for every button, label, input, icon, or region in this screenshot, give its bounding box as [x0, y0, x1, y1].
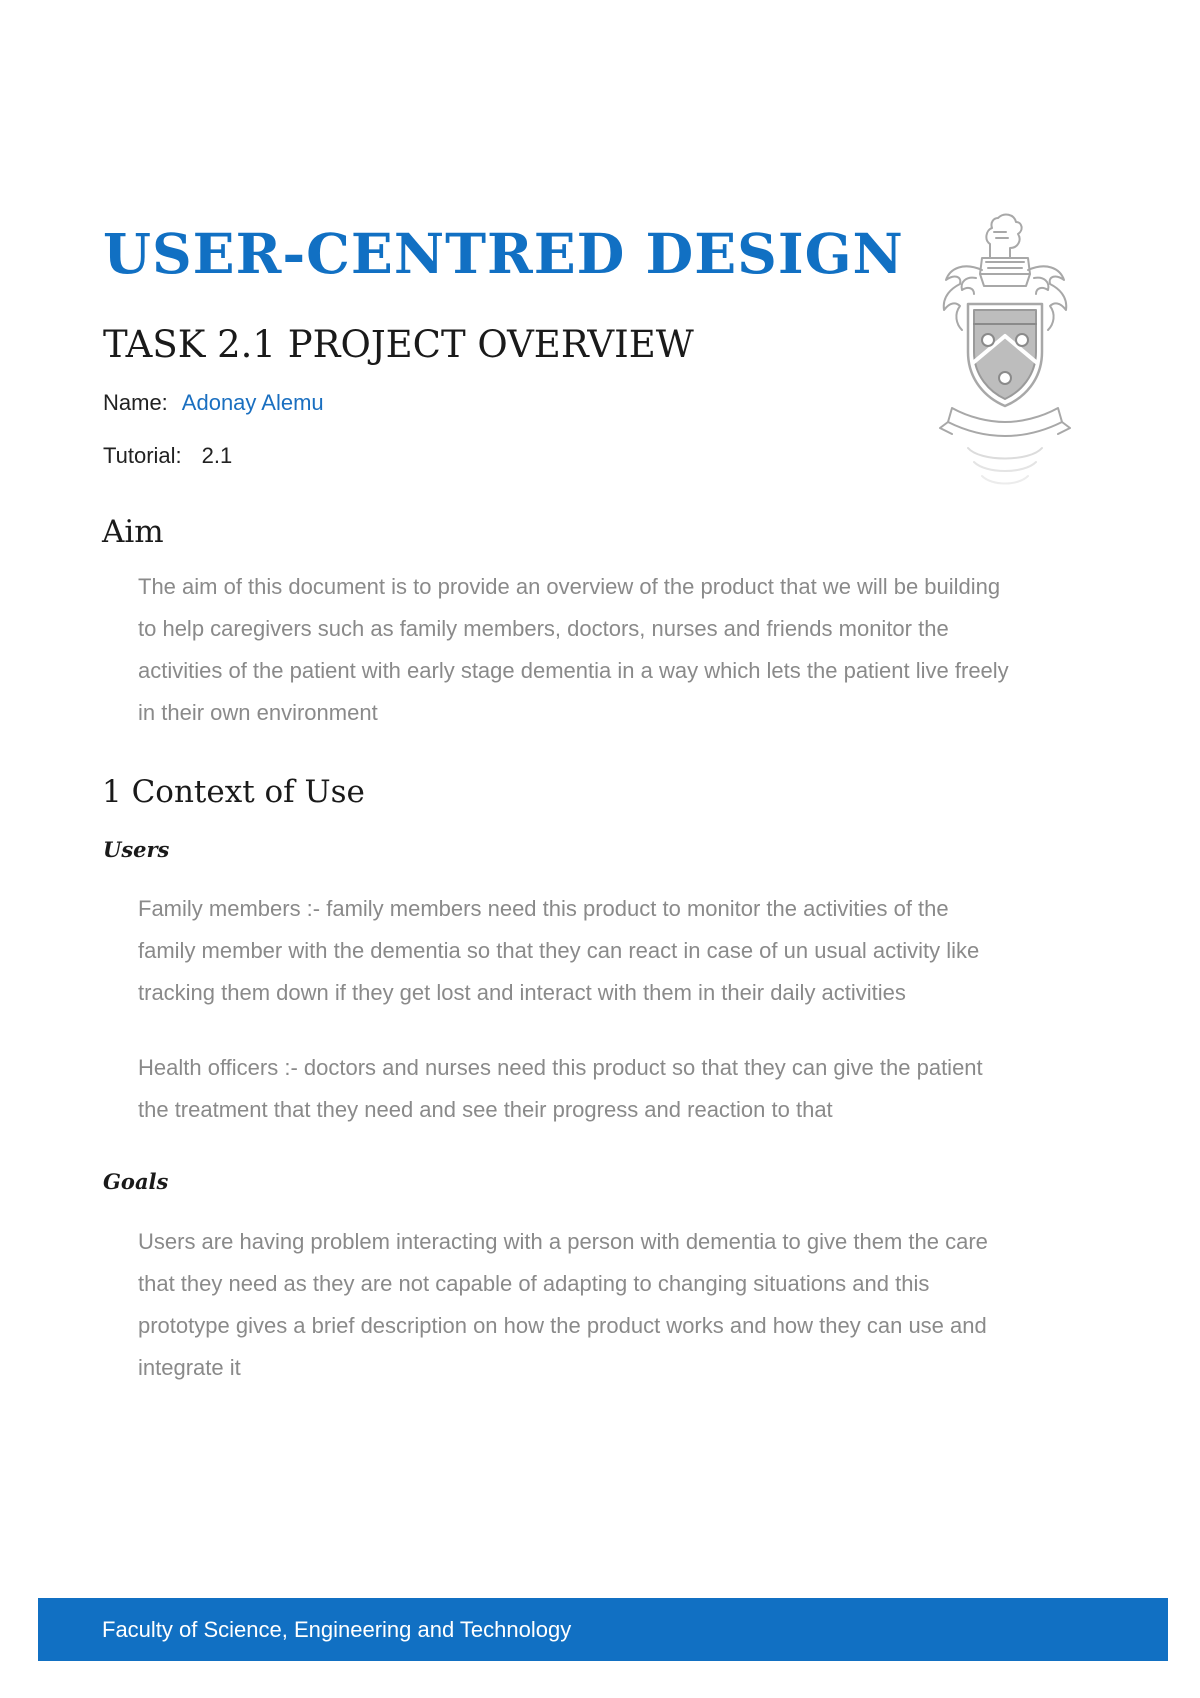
aim-heading: Aim — [102, 514, 164, 550]
footer-bar — [38, 1598, 1168, 1661]
context-of-use-heading: 1 Context of Use — [102, 774, 365, 810]
family-line: family member with the dementia so that they can react in case of un usual activity like — [138, 938, 980, 963]
goals-heading: Goals — [103, 1169, 169, 1194]
goals-line: prototype gives a brief description on how the product works and how they can use and — [138, 1313, 987, 1338]
goals-line: that they need as they are not capable of adapting to changing situations and this — [138, 1271, 930, 1296]
name-value: Adonay Alemu — [181, 390, 324, 415]
tutorial-label: Tutorial: — [103, 443, 182, 468]
goals-line: integrate it — [138, 1355, 241, 1380]
name-label: Name: — [103, 390, 168, 415]
document-title: USER-CENTRED DESIGN — [103, 221, 904, 286]
aim-line: to help caregivers such as family members, doctors, nurses and friends monitor the — [138, 616, 949, 641]
footer-text: Faculty of Science, Engineering and Technology — [102, 1617, 572, 1642]
name-row — [103, 389, 324, 417]
aim-line: activities of the patient with early stage dementia in a way which lets the patient live freely — [138, 658, 1009, 683]
document-subtitle: TASK 2.1 PROJECT OVERVIEW — [103, 323, 694, 366]
aim-line: The aim of this document is to provide an overview of the product that we will be building — [138, 574, 1001, 599]
family-members-paragraph — [138, 888, 1113, 1014]
aim-paragraph — [138, 566, 1113, 734]
health-line: the treatment that they need and see their progress and reaction to that — [138, 1097, 833, 1122]
aim-line: in their own environment — [138, 700, 378, 725]
family-line: Family members :- family members need this product to monitor the activities of the — [138, 896, 949, 921]
users-heading: Users — [103, 837, 170, 862]
goals-paragraph — [138, 1221, 1113, 1389]
family-line: tracking them down if they get lost and interact with them in their daily activities — [138, 980, 906, 1005]
tutorial-row — [103, 442, 232, 470]
goals-line: Users are having problem interacting with a person with dementia to give them the care — [138, 1229, 988, 1254]
tutorial-value: 2.1 — [201, 443, 233, 468]
university-crest-icon — [930, 212, 1080, 497]
health-line: Health officers :- doctors and nurses need this product so that they can give the patient — [138, 1055, 983, 1080]
health-officers-paragraph — [138, 1047, 1113, 1131]
